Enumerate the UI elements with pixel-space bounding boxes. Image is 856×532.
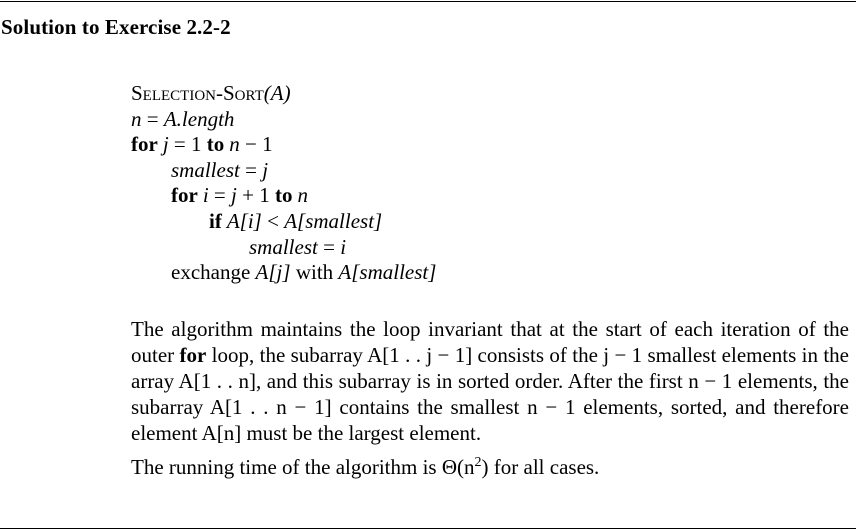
code-index: [smallest]	[351, 260, 437, 285]
code-var: i	[202, 183, 209, 208]
code-op: =	[208, 183, 232, 208]
algo-name: Selection-Sort	[131, 81, 264, 105]
code-var: n	[229, 132, 240, 157]
code-var: smallest	[171, 157, 240, 182]
code-var: j	[262, 157, 269, 182]
keyword-to: to	[274, 183, 293, 208]
code-line-4	[131, 183, 436, 209]
algo-signature	[131, 81, 436, 107]
code-expr: − 1	[239, 132, 273, 157]
code-op: =	[141, 106, 164, 131]
code-text: exchange	[171, 260, 256, 285]
code-index: [j]	[268, 260, 291, 285]
paragraph-text: ) for all cases.	[481, 455, 600, 479]
code-op: =	[239, 157, 263, 182]
keyword-for: for	[179, 343, 207, 367]
code-expr: A.length	[163, 106, 235, 131]
code-var: n	[297, 183, 308, 208]
bottom-rule	[0, 528, 856, 529]
code-var: n	[131, 106, 142, 131]
code-var: j	[231, 183, 237, 208]
code-line-3	[131, 158, 436, 184]
code-line-7	[131, 260, 436, 286]
algo-param: (A)	[263, 81, 291, 105]
code-line-5	[131, 209, 436, 235]
code-var: A	[338, 260, 352, 285]
code-var: A	[255, 260, 269, 285]
code-text: with	[290, 260, 339, 285]
code-expr: + 1	[236, 183, 275, 208]
code-line-2	[131, 132, 436, 158]
code-index: [i]	[239, 208, 262, 233]
paragraph-text: loop, the subarray A[1 . . j − 1] consists of the j − 1 smallest elements in the array A[1 . . n], and this subarray is in sorted order. After the first n − 1 elements, the subarray A[1 . . n − 1] contains the smallest n − 1 elements, sorted, and therefore element A[n] must be the largest element.	[131, 343, 849, 445]
keyword-to: to	[206, 132, 225, 157]
code-index: [smallest]	[297, 208, 383, 233]
keyword-for: for	[131, 132, 158, 157]
keyword-if: if	[209, 208, 222, 233]
paragraph-text: The algorithm maintains the loop invariant that at the start of each iteration of the outer	[131, 317, 849, 367]
paragraph-text: The running time of the algorithm is Θ(n	[131, 455, 475, 479]
running-time-paragraph	[131, 454, 849, 480]
top-rule	[0, 1, 856, 2]
keyword-for: for	[171, 183, 198, 208]
section-heading: Solution to Exercise 2.2-2	[1, 15, 231, 39]
code-var: i	[340, 234, 347, 259]
code-line-1	[131, 107, 436, 133]
code-var: smallest	[249, 234, 318, 259]
code-var: A	[284, 208, 298, 233]
code-op: =	[317, 234, 341, 259]
code-op: <	[261, 208, 285, 233]
exponent: 2	[474, 455, 482, 470]
code-expr: = 1	[168, 132, 207, 157]
pseudocode-block	[131, 81, 436, 286]
code-var: j	[162, 132, 169, 157]
code-var: A	[226, 208, 240, 233]
explanation-paragraph	[131, 316, 849, 446]
code-line-6	[131, 235, 436, 261]
